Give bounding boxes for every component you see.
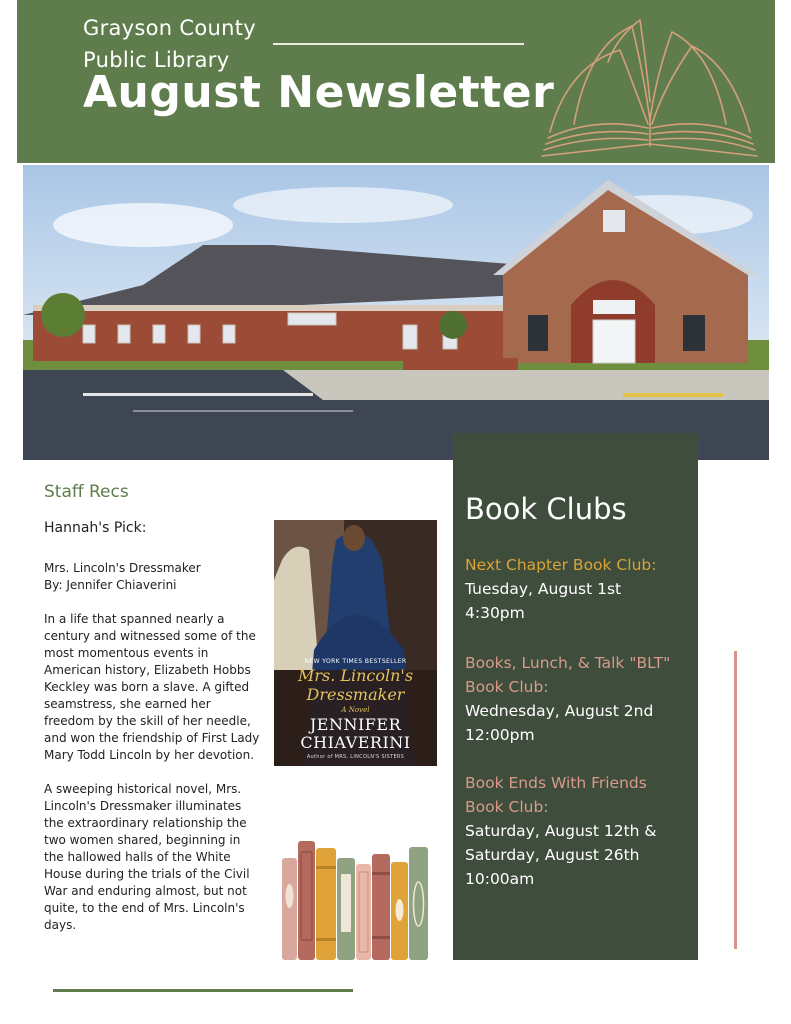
club-name: Books, Lunch, & Talk "BLT": [465, 654, 671, 672]
library-building-illustration: [23, 165, 769, 460]
book-clubs-panel: [453, 433, 698, 960]
club-date: Saturday, August 12th &: [465, 822, 657, 840]
cover-tagline: Author of MRS. LINCOLN'S SISTERS: [306, 754, 405, 760]
book-clubs-heading: Book Clubs: [465, 492, 627, 526]
cover-title-line1: Mrs. Lincoln's: [297, 666, 414, 685]
club-time: 12:00pm: [465, 726, 535, 744]
header-divider: [273, 43, 524, 45]
club-date: Wednesday, August 2nd: [465, 702, 654, 720]
newsletter-header: [17, 0, 775, 163]
book-info: [44, 560, 274, 594]
staff-recs-section: [44, 480, 274, 934]
club-name-cont: Book Club:: [465, 678, 549, 696]
book-title: Mrs. Lincoln's Dressmaker: [44, 561, 201, 575]
cover-title-line2: Dressmaker: [306, 685, 405, 704]
club-time: 10:00am: [465, 870, 535, 888]
club-date-2: Saturday, August 26th: [465, 846, 640, 864]
cover-author: [274, 716, 437, 752]
book-author: By: Jennifer Chiaverini: [44, 578, 177, 592]
cover-title: [274, 666, 437, 704]
cover-subtitle: A Novel: [341, 706, 370, 714]
side-divider: [734, 651, 737, 949]
library-name-line1: Grayson County: [83, 16, 256, 40]
bottom-divider: [53, 989, 353, 992]
book-description-2: A sweeping historical novel, Mrs. Lincoln's Dressmaker illuminates the extraordinary relationship the two women shared, beginning in the hallowed halls of the White House during the trials of the Civil War and enduring almost, but not quite, to the end of Mrs. Lincoln's days.: [44, 782, 250, 932]
club-name: Next Chapter Book Club:: [465, 556, 657, 574]
club-name: Book Ends With Friends: [465, 774, 647, 792]
book-description-1: In a life that spanned nearly a century and witnessed some of the most momentous events in American history, Elizabeth Hobbs Keckley was born a slave. A gifted seamstress, she earned her freedom by the skill of her needle, and won the friendship of First Lady Mary Todd Lincoln by her devotion.: [44, 612, 260, 762]
cover-author-line2: CHIAVERINI: [300, 733, 411, 752]
club-time: 4:30pm: [465, 604, 525, 622]
library-name-line2: Public Library: [83, 48, 230, 72]
open-book-icon: [522, 6, 775, 161]
club-blt: [465, 651, 693, 747]
club-next-chapter: [465, 553, 693, 625]
library-building-photo: [23, 165, 769, 460]
staff-recs-heading: Staff Recs: [44, 482, 129, 502]
pick-label: Hannah's Pick:: [44, 520, 147, 536]
cover-author-line1: JENNIFER: [309, 715, 402, 734]
book-cover: [274, 520, 437, 766]
newsletter-title: August Newsletter: [83, 67, 555, 118]
club-date: Tuesday, August 1st: [465, 580, 622, 598]
club-book-ends: [465, 771, 693, 891]
cover-bestseller: NEW YORK TIMES BESTSELLER: [304, 658, 407, 665]
club-name-cont: Book Club:: [465, 798, 549, 816]
book-stack-icon: [280, 838, 430, 962]
